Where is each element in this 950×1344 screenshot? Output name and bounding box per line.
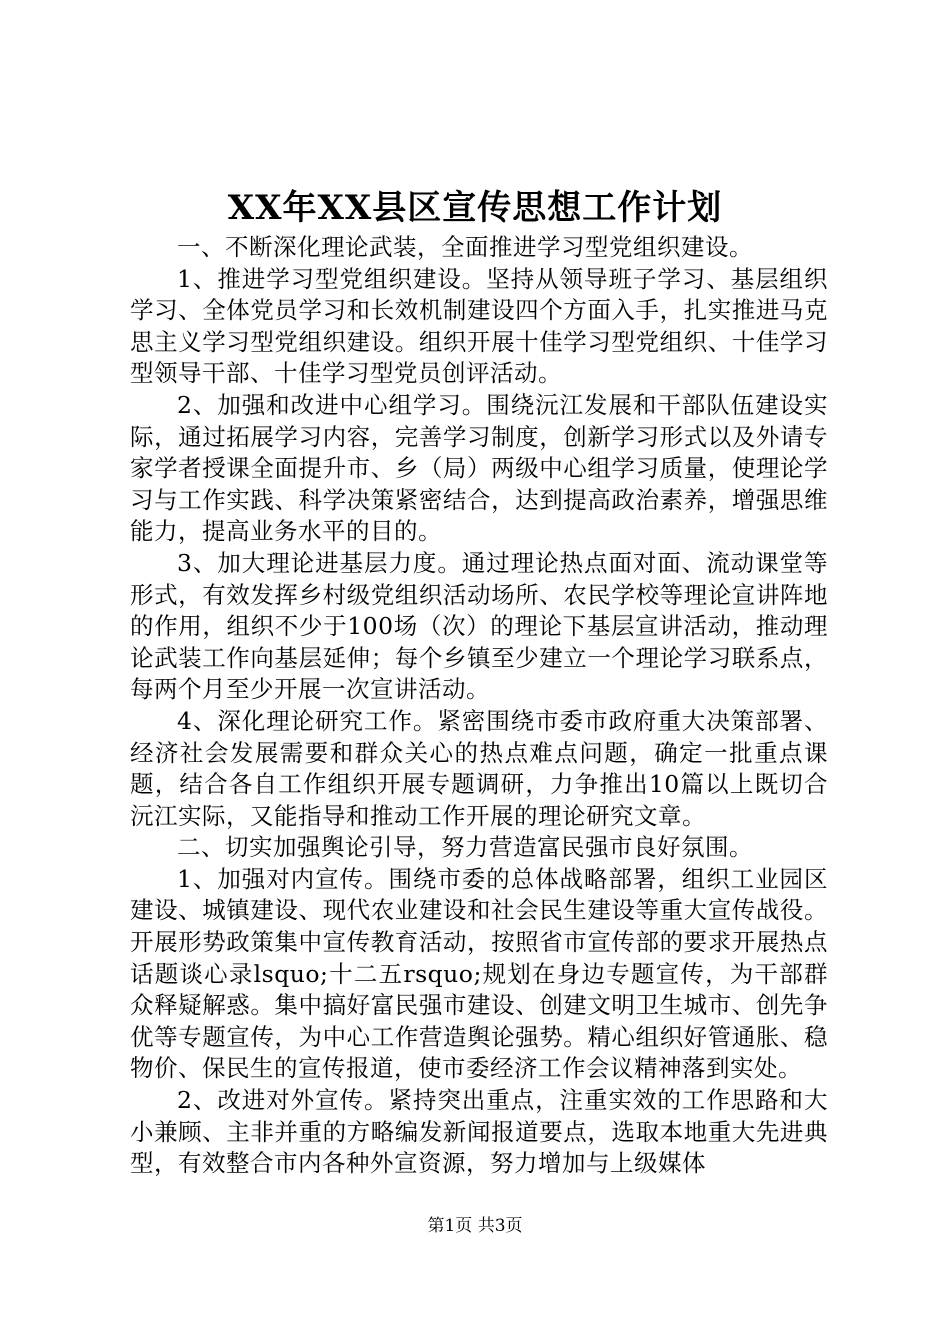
document-title: XX年XX县区宣传思想工作计划 xyxy=(227,188,723,228)
paragraph-1-3: 3、加大理论进基层力度。通过理论热点面对面、流动课堂等形式，有效发挥乡村级党组织活动场所、农民学校等理论宣讲阵地的作用，组织不少于100场（次）的理论下基层宣讲活动，推动理论武装工作向基层延伸；每个乡镇至少建立一个理论学习联系点，每两个月至少开展一次宣讲活动。 xyxy=(130,548,828,704)
document-body xyxy=(130,232,828,1180)
section-heading-2: 二、切实加强舆论引导，努力营造富民强市良好氛围。 xyxy=(177,833,753,862)
paragraph-1-2: 2、加强和改进中心组学习。围绕沅江发展和干部队伍建设实际，通过拓展学习内容，完善学习制度，创新学习形式以及外请专家学者授课全面提升市、乡（局）两级中心组学习质量，使理论学习与工作实践、科学决策紧密结合，达到提高政治素养，增强思维能力，提高业务水平的目的。 xyxy=(130,390,828,546)
page-footer: 第1页 共3页 xyxy=(427,1216,523,1236)
paragraph-2-2: 2、改进对外宣传。紧持突出重点，注重实效的工作思路和大小兼顾、主非并重的方略编发新闻报道要点，选取本地重大先进典型，有效整合市内各种外宣资源，努力增加与上级媒体 xyxy=(130,1086,828,1178)
paragraph-2-1: 1、加强对内宣传。围绕市委的总体战略部署，组织工业园区建设、城镇建设、现代农业建设和社会民生建设等重大宣传战役。开展形势政策集中宣传教育活动，按照省市宣传部的要求开展热点话题谈心录lsquo;十二五rsquo;规划在身边专题宣传，为干部群众释疑解惑。集中搞好富民强市建设、创建文明卫生城市、创先争优等专题宣传，为中心工作营造舆论强势。精心组织好管通胀、稳物价、保民生的宣传报道，使市委经济工作会议精神落到实处。 xyxy=(130,864,828,1083)
paragraph-1-1: 1、推进学习型党组织建设。坚持从领导班子学习、基层组织学习、全体党员学习和长效机制建设四个方面入手，扎实推进马克思主义学习型党组织建设。组织开展十佳学习型党组织、十佳学习型领导干部、十佳学习型党员创评活动。 xyxy=(130,264,828,388)
section-heading-1: 一、不断深化理论武装，全面推进学习型党组织建设。 xyxy=(177,233,753,261)
paragraph-1-4: 4、深化理论研究工作。紧密围绕市委市政府重大决策部署、经济社会发展需要和群众关心的热点难点问题，确定一批重点课题，结合各自工作组织开展专题调研，力争推出10篇以上既切合沅江实际，又能指导和推动工作开展的理论研究文章。 xyxy=(130,706,828,830)
